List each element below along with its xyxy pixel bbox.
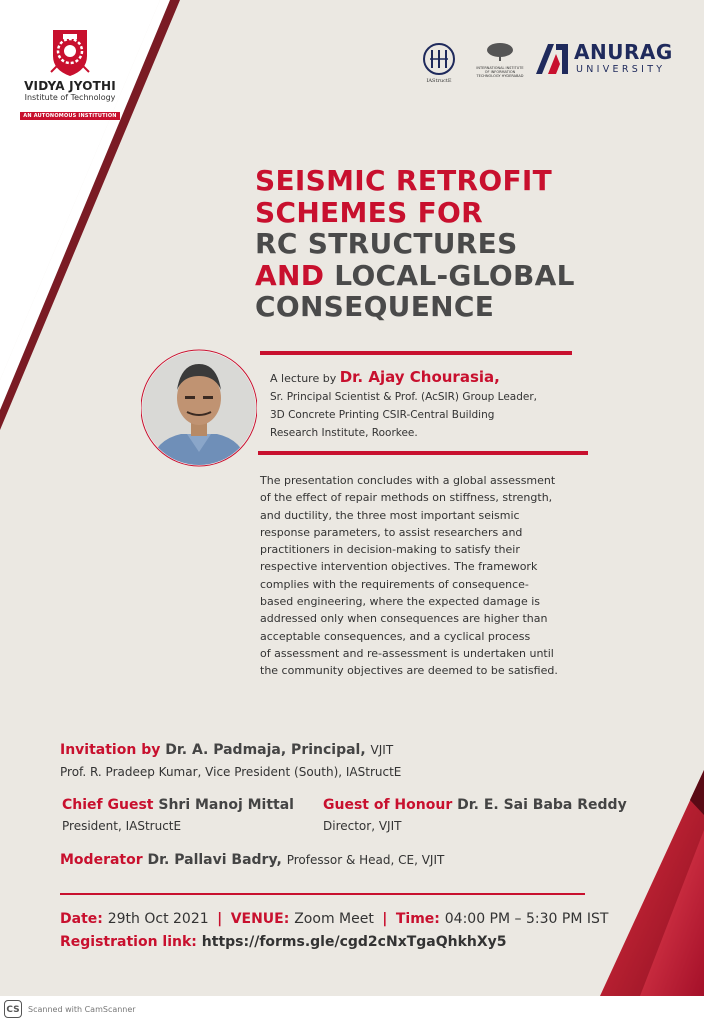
speaker-role-line-1: Sr. Principal Scientist & Prof. (AcSIR) Group Leader, xyxy=(270,391,537,403)
title-line-5: CONSEQUENCE xyxy=(255,290,495,323)
invitation-line-2: Prof. R. Pradeep Kumar, Vice President (South), IAStructE xyxy=(60,765,402,779)
venue-value: Zoom Meet xyxy=(294,911,374,927)
abstract-line: addressed only when consequences are higher than xyxy=(260,612,548,626)
moderator xyxy=(60,852,444,868)
guest-of-honour-role: Director, VJIT xyxy=(323,819,402,833)
iiit-tree-icon xyxy=(485,42,515,62)
speaker-heading xyxy=(270,368,600,388)
lecture-by-label: A lecture by xyxy=(270,372,340,385)
guest-of-honour xyxy=(323,797,627,813)
speaker-top-rule xyxy=(260,351,572,355)
camscanner-icon: CS xyxy=(4,1000,22,1018)
iiit-caption: INTERNATIONAL INSTITUTE OF INFORMATION TECHNOLOGY HYDERABAD xyxy=(476,66,524,78)
speaker-bottom-rule xyxy=(258,451,588,455)
abstract-line: respective intervention objectives. The framework xyxy=(260,560,538,574)
guest-of-honour-label: Guest of Honour xyxy=(323,797,458,813)
separator: | xyxy=(217,911,223,927)
time-value: 04:00 PM – 5:30 PM IST xyxy=(444,911,609,927)
iastructe-emblem-icon xyxy=(422,42,456,76)
abstract-line: of assessment and re-assessment is undertaken until xyxy=(260,646,554,660)
time-label: Time: xyxy=(395,911,445,927)
chief-guest-label: Chief Guest xyxy=(62,797,159,813)
anurag-mark-icon xyxy=(534,42,570,76)
chief-guest xyxy=(62,797,294,813)
event-info xyxy=(60,911,608,927)
abstract-line: of the effect of repair methods on stiffness, strength, xyxy=(260,491,553,505)
abstract-line: and ductility, the three most important seismic xyxy=(260,508,520,522)
title-line-4-grey: LOCAL-GLOBAL xyxy=(324,258,575,292)
event-divider xyxy=(60,893,585,895)
invitation-label: Invitation by xyxy=(60,742,166,758)
abstract-line: based engineering, where the expected damage is xyxy=(260,595,540,609)
moderator-label: Moderator xyxy=(60,852,148,868)
title-line-4 xyxy=(255,260,695,292)
abstract-line: complies with the requirements of consequence- xyxy=(260,577,529,591)
speaker-details xyxy=(270,368,600,442)
lecture-abstract xyxy=(260,472,590,680)
title-line-3: RC STRUCTURES xyxy=(255,227,518,260)
title-line-2: SCHEMES FOR xyxy=(255,195,483,229)
vjit-name: VIDYA JYOTHI xyxy=(24,79,116,93)
chief-guest-name: Shri Manoj Mittal xyxy=(158,797,294,813)
moderator-role: Professor & Head, CE, VJIT xyxy=(286,853,445,867)
anurag-university-text: UNIVERSITY xyxy=(576,64,666,75)
venue-label: VENUE: xyxy=(230,911,295,927)
invitation-name: Dr. A. Padmaja, Principal, xyxy=(165,742,371,758)
abstract-line: practitioners in decision-making to satisfy their xyxy=(260,543,520,557)
speaker-role-line-2: 3D Concrete Printing CSIR-Central Building xyxy=(270,409,495,421)
speaker-portrait-image xyxy=(141,340,257,470)
lecture-title xyxy=(255,165,695,323)
iastructe-caption: IAStructE xyxy=(426,78,452,84)
anurag-university-logo xyxy=(534,40,684,84)
anurag-name: ANURAG xyxy=(574,40,673,64)
vjit-subtitle: Institute of Technology xyxy=(24,93,116,102)
vjit-autonomous-tag: AN AUTONOMOUS INSTITUTION xyxy=(20,112,119,120)
date-label: Date: xyxy=(60,911,108,927)
speaker-role-line-3: Research Institute, Roorkee. xyxy=(270,427,418,439)
abstract-line: response parameters, to assist researchers and xyxy=(260,525,523,539)
registration-label: Registration link: xyxy=(60,934,202,950)
speaker-photo xyxy=(141,340,257,470)
title-line-1: SEISMIC RETROFIT xyxy=(255,164,553,197)
iiit-logo xyxy=(474,42,526,78)
partner-logos xyxy=(418,40,686,90)
iastructe-logo xyxy=(420,42,458,84)
guest-of-honour-name: Dr. E. Sai Baba Reddy xyxy=(457,797,627,813)
scanner-watermark-text: Scanned with CamScanner xyxy=(28,1005,136,1014)
moderator-name: Dr. Pallavi Badry, xyxy=(147,852,287,868)
registration-link[interactable]: https://forms.gle/cgd2cNxTgaQhkhXy5 xyxy=(201,934,507,950)
speaker-name: Dr. Ajay Chourasia, xyxy=(339,368,500,386)
abstract-line: The presentation concludes with a global assessment xyxy=(260,474,556,487)
vjit-emblem-icon xyxy=(47,26,93,78)
title-line-4-red: AND xyxy=(255,258,325,292)
separator: | xyxy=(382,911,388,927)
abstract-line: the community objectives are deemed to be satisfied. xyxy=(260,664,558,678)
vjit-logo xyxy=(20,26,120,121)
date-value: 29th Oct 2021 xyxy=(107,911,209,927)
chief-guest-role: President, IAStructE xyxy=(62,819,182,833)
abstract-line: acceptable consequences, and a cyclical process xyxy=(260,629,531,643)
invitation-line xyxy=(60,742,393,758)
registration xyxy=(60,934,507,950)
invitation-org: VJIT xyxy=(370,743,394,757)
